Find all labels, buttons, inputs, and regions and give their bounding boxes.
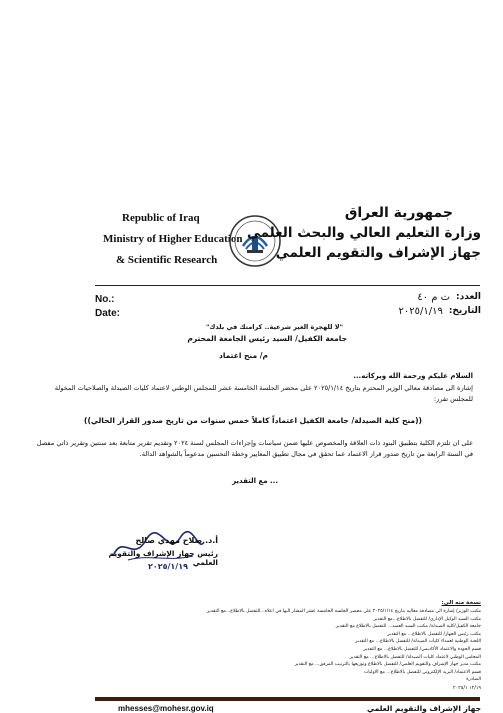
- signature-date: ٢٠٢٥/١/١٩: [147, 562, 188, 571]
- meta-date: [398, 306, 481, 317]
- header-en-line-1: Republic of Iraq: [122, 212, 200, 224]
- meta-date-label-ar: التاريخ:: [448, 306, 481, 316]
- letter-greeting: السلام عليكم ورحمة الله وبركاته...: [353, 372, 473, 380]
- letter-closing: ... مع التقدير: [232, 477, 278, 485]
- header-en-line-3: & Scientific Research: [116, 254, 218, 266]
- copies-item: جامعة الكفيل/كلية الصيدلة/ مكتب السيد العميد... للتفضل بالاطلاع مع التقدير: [335, 624, 481, 630]
- copies-item: اللجنة الوطنية لعمداء كليات الصيدلة/ للتفضل بالاطلاع... مع التقدير: [355, 639, 481, 645]
- footer-org: جهاز الإشراف والتقويم العلمي: [366, 704, 481, 713]
- letter-recipient: جامعة الكفيل/ السيد رئيس الجامعة المحترم: [187, 334, 347, 343]
- header-en-line-2: Ministry of Higher Education: [103, 233, 243, 245]
- copies-item: قسم الاعتماد/ البريد الإلكتروني للتفضل بالاطلاع... مع الاوليات: [363, 669, 481, 675]
- header-ar-line-1: جمهورية العراق: [344, 205, 453, 221]
- header-divider: [95, 285, 480, 286]
- copies-list: [181, 608, 481, 684]
- copies-item: مكتب رئيس الجهاز/ للتفضل بالاطلاع... مع التقدير: [387, 631, 481, 637]
- meta-ref-value: ت م ٤٠: [417, 292, 451, 303]
- copies-item: مكتب الوزير/ إشارة الى مصادقة معاليه بتاريخ ٢٠٢٥/١/١٤ على محضر الجلسة الخامسة عشر المشار اليها في اعلاه...للتفضل بالاطلاع...مع التقدير: [206, 609, 481, 614]
- letter-subject: م/ منح اعتماد: [218, 351, 268, 360]
- signature-name: أ.د. صلاح مهدي صالح: [135, 536, 218, 545]
- header-ar-line-2: وزارة التعليم العالي والبحث العلمي: [246, 225, 481, 241]
- letter-paragraph-2: على ان تلتزم الكلية بتطبيق البنود ذات العلاقة والمخصوص عليها ضمن سياسات وإجراءات المجلس لسنة ٢٠٢٤ وتقديم تقرير متابعة بعد سنتين وتقرير ذاتي مفصل في السنة الرابعة من تاريخ صدور قرار الاعتماد عما تحقق في مجال تطبيق المعايير وخطة التحسين مدعوماً بالشواهد الدالة.: [36, 439, 473, 458]
- letter-decision: ((منح كلية الصيدلة/ جامعة الكفيل اعتماداً كاملاً خمس سنوات من تاريخ صدور القرار الحالي)): [84, 416, 422, 425]
- letter-paragraph-1: إشارة الى مصادقة معالي الوزير المحترم بتاريخ ٢٠٢٥/١/١٤ على محضر الجلسة الخامسة عشر للمجلس الوطني لاعتماد كليات الصيدلة والصلاحيات المخولة للمجلس تقرر:: [54, 384, 473, 403]
- copies-ref-code: ١٢/١٩ ٢٠٢٥/١: [453, 686, 481, 691]
- copies-item: مكتب مدير جهاز الإشراف والتقويم العلمي/ للتفضل بالاطلاع وتوزيعها بالترتيب المرفق... مع التقدير: [294, 662, 481, 668]
- meta-date-label: Date:: [95, 308, 121, 319]
- copies-item: قسم الجودة والاعتماد الأكاديمي/ للتفضل بالاطلاع... مع التقدير: [363, 646, 481, 652]
- copies-item: مكتب السيد الوكيل الإداري/ للتفضل بالاطلاع...مع التقدير: [373, 616, 481, 622]
- meta-no-label: No.:: [95, 294, 115, 305]
- letter-motto: "لا للهجرة الغير شرعية.. كرامتك في بلدك": [205, 323, 343, 331]
- meta-date-value: ٢٠٢٥/١/١٩: [398, 306, 443, 317]
- footer-bar: [95, 697, 480, 701]
- signature-title: رئيس جهاز الإشراف والتقويم العلمي: [108, 549, 218, 567]
- footer-email[interactable]: mhesses@mohesr.gov.iq: [118, 704, 214, 713]
- copies-heading: نسخة منه الى:: [441, 600, 481, 606]
- header-ar-line-3: جهاز الإشراف والتقويم العلمي: [275, 245, 481, 261]
- header-english: [103, 212, 243, 266]
- copies-item: المجلس الوطني لاعتماد كليات الصيدلة/ للتفضل بالاطلاع... مع التقدير: [349, 654, 481, 660]
- meta-ref: [417, 292, 481, 303]
- meta-ref-label: العدد:: [456, 292, 481, 302]
- header-arabic: [247, 205, 481, 261]
- copies-item: الصادرة: [466, 677, 481, 683]
- signature-block: [98, 528, 218, 586]
